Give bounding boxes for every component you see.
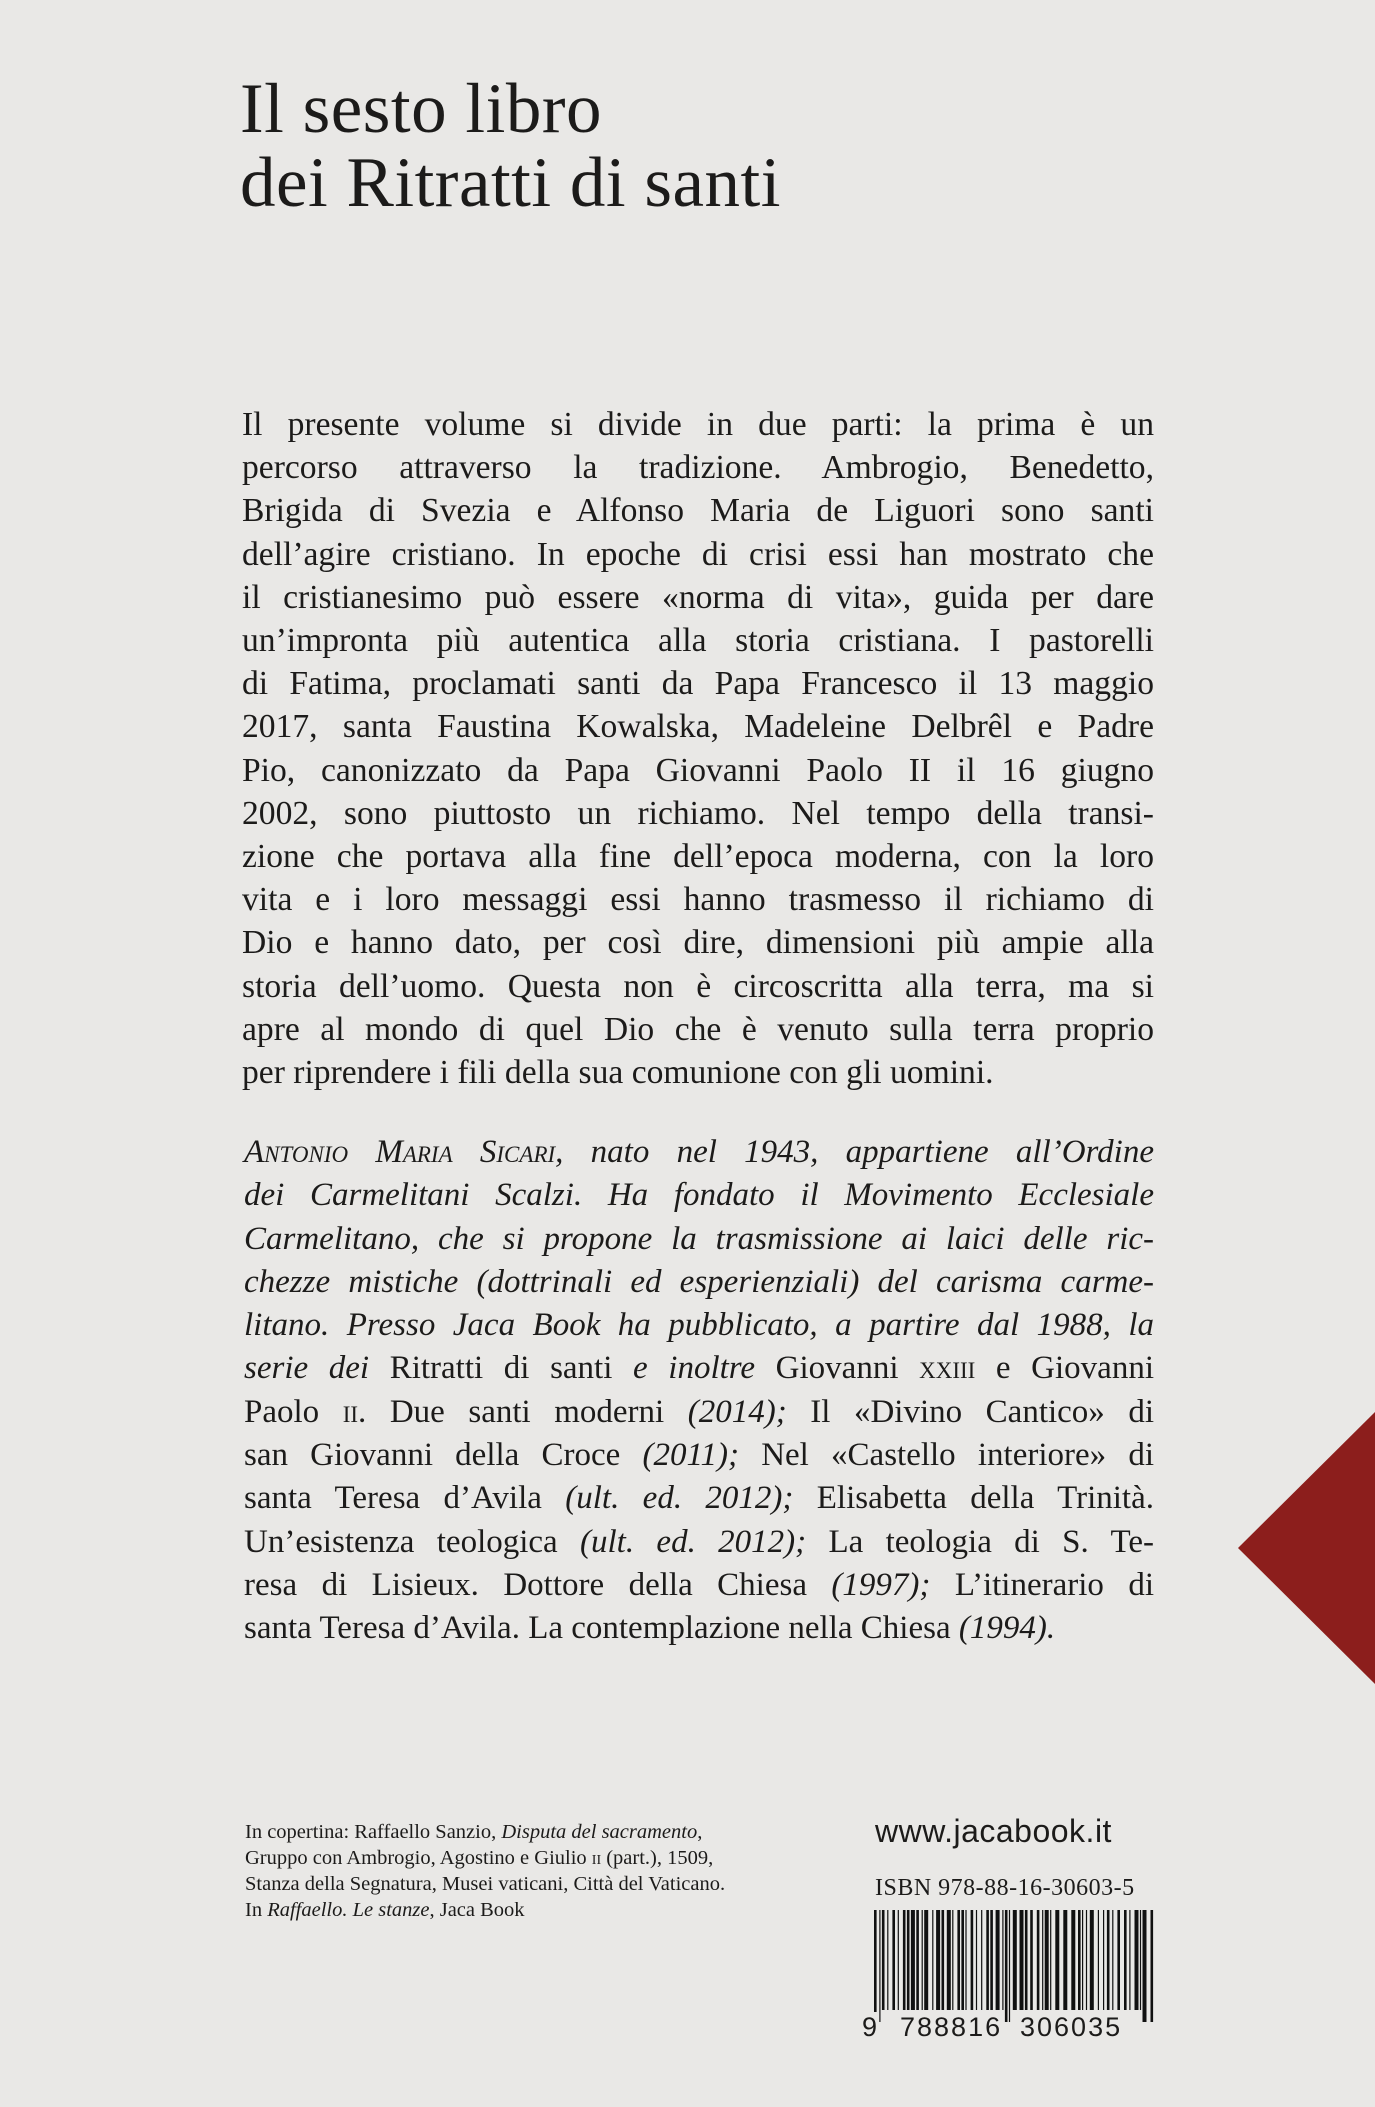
- synopsis-line: 2002, sono piuttosto un richiamo. Nel tempo della transi-: [242, 794, 1154, 832]
- book-title-ref: . Due santi moderni: [358, 1393, 665, 1430]
- barcode-bar: [1042, 1910, 1043, 2010]
- book-title-ref: Un’esistenza teologica: [244, 1523, 558, 1560]
- synopsis-line: un’impronta più autentica alla storia cristiana. I pastorelli: [242, 622, 1154, 660]
- red-triangle-decoration: [1238, 1412, 1375, 1684]
- book-title-ref: L’itinerario di: [930, 1566, 1155, 1603]
- barcode-bar: [911, 1910, 915, 2010]
- synopsis-line: apre al mondo di quel Dio che è venuto sulla terra proprio: [242, 1010, 1154, 1048]
- barcode-bar: [1124, 1910, 1127, 2010]
- barcode-bar: [916, 1910, 919, 2010]
- roman-numeral: ii: [591, 1847, 602, 1869]
- title-line-1: Il sesto libro: [240, 70, 602, 148]
- credit-text: In copertina: Raffaello Sanzio,: [245, 1821, 502, 1843]
- isbn-label: ISBN 978-88-16-30603-5: [875, 1875, 1135, 1901]
- barcode-bar: [1082, 1910, 1083, 2010]
- synopsis-line: vita e i loro messaggi essi hanno trasmesso il richiamo di: [242, 881, 1154, 919]
- bio-line: [244, 1218, 1154, 1261]
- synopsis-line: il cristianesimo può essere «norma di vita», guida per dare: [242, 578, 1154, 616]
- book-title-ref: Paolo: [244, 1393, 343, 1430]
- synopsis-line: per riprendere i fili della sua comunione con gli uomini.: [242, 1054, 994, 1092]
- bio-line: [244, 1521, 1154, 1564]
- barcode-bar: [986, 1910, 989, 2010]
- barcode-bar: [1143, 1910, 1147, 2022]
- publication-year: (2014);: [664, 1393, 787, 1430]
- synopsis-line: storia dell’uomo. Questa non è circoscritta alla terra, ma si: [242, 967, 1154, 1005]
- publisher-website: www.jacabook.it: [875, 1813, 1112, 1849]
- barcode-bar: [1045, 1910, 1049, 2010]
- bio-text: nato nel 1943, appartiene all’Ordine: [563, 1134, 1154, 1170]
- book-title-ref: san Giovanni della Croce: [244, 1437, 621, 1474]
- bio-line: [244, 1261, 1154, 1304]
- author-name: Antonio Maria Sicari,: [244, 1134, 564, 1170]
- bio-line: [244, 1347, 1154, 1390]
- book-title-ref: e Giovanni: [975, 1350, 1154, 1387]
- barcode-bar: [882, 1910, 885, 2010]
- barcode-left-group: 788816: [900, 2012, 1003, 2042]
- barcode-bar: [892, 1910, 895, 2010]
- barcode-bar: [1071, 1910, 1075, 2010]
- credit-text: (part.), 1509,: [601, 1847, 714, 1869]
- barcode-bar: [1009, 1910, 1010, 2022]
- book-title-ref: La teologia di S. Te-: [806, 1523, 1154, 1560]
- barcode-bar: [1112, 1910, 1113, 2010]
- bio-line: [244, 1391, 1154, 1434]
- book-title-ref: resa di Lisieux. Dottore della Chiesa: [244, 1566, 807, 1603]
- book-title-ref: Il «Divino Cantico» di: [786, 1393, 1155, 1430]
- bio-line: [244, 1434, 1154, 1477]
- barcode-bar: [1025, 1910, 1028, 2010]
- barcode-bar: [965, 1910, 966, 2010]
- barcode-bar: [887, 1910, 888, 2010]
- credit-text: In: [245, 1899, 268, 1921]
- book-title-ref: santa Teresa d’Avila: [244, 1480, 542, 1517]
- barcode-right-group: 306035: [1020, 2012, 1123, 2042]
- bio-line: [244, 1174, 1154, 1217]
- bio-text: dei Carmelitani Scalzi. Ha fondato il Movimento Ecclesiale: [244, 1177, 1154, 1214]
- book-title-ref: Nel «Castello interiore» di: [739, 1437, 1155, 1474]
- book-title-ref: Giovanni: [775, 1350, 920, 1387]
- bio-line: [244, 1477, 1154, 1520]
- publication-year: (1997);: [806, 1566, 931, 1603]
- credit-text: Gruppo con Ambrogio, Agostino e Giulio: [245, 1847, 592, 1869]
- barcode-bar: [1055, 1910, 1059, 2010]
- synopsis-line: Pio, canonizzato da Papa Giovanni Paolo II il 16 giugno: [242, 751, 1154, 789]
- barcode-bar: [1002, 1910, 1003, 2010]
- barcode-bar: [922, 1910, 923, 2010]
- barcode-bar: [971, 1910, 974, 2010]
- barcode-bar: [996, 1910, 1000, 2010]
- synopsis-line: dell’agire cristiano. In epoche di crisi essi han mostrato che: [242, 535, 1154, 573]
- barcode-bar: [1005, 1910, 1008, 2022]
- book-title: [240, 72, 781, 220]
- credit-line: [245, 1819, 805, 1845]
- author-bio: [244, 1131, 1154, 1651]
- publication-year: (ult. ed. 2012);: [541, 1480, 794, 1517]
- barcode-bar: [924, 1910, 928, 2010]
- bio-text: chezze mistiche (dottrinali ed esperienziali) del carisma carme-: [244, 1263, 1154, 1300]
- barcode-bar: [942, 1910, 945, 2010]
- synopsis-line: Dio e hanno dato, per così dire, dimensioni più ampie alla: [242, 924, 1154, 962]
- synopsis-line: 2017, santa Faustina Kowalska, Madeleine Delbrêl e Padre: [242, 708, 1154, 746]
- credit-line: Stanza della Segnatura, Musei vaticani, Città del Vaticano.: [245, 1873, 726, 1895]
- barcode-bar: [1086, 1910, 1087, 2010]
- credit-text: ,: [697, 1821, 703, 1843]
- book-title-ref: Ritratti di santi: [389, 1350, 613, 1387]
- book-title-ref: santa Teresa d’Avila. La contemplazione nella Chiesa: [244, 1610, 951, 1647]
- barcode-bar: [961, 1910, 964, 2010]
- barcode-first-digit: 9: [862, 2012, 878, 2042]
- synopsis-line: Il presente volume si divide in due parti: la prima è un: [242, 406, 1154, 443]
- barcode-bar: [907, 1910, 910, 2010]
- bio-text: e inoltre: [612, 1350, 776, 1387]
- barcode-bar: [1078, 1910, 1081, 2010]
- barcode-bar: [932, 1910, 933, 2010]
- barcode-bar: [903, 1910, 906, 2010]
- credit-line: [245, 1897, 805, 1923]
- source-title: Raffaello. Le stanze: [267, 1899, 430, 1921]
- barcode-bar: [1151, 1910, 1154, 2022]
- title-line-2: dei Ritratti di santi: [240, 144, 781, 222]
- barcode-bar: [1063, 1910, 1067, 2010]
- barcode-bar: [976, 1910, 977, 2010]
- bio-line: [244, 1607, 1154, 1650]
- bio-text: litano. Presso Jaca Book ha pubblicato, a partire dal 1988, la: [244, 1307, 1154, 1344]
- barcode-bar: [1050, 1910, 1051, 2010]
- roman-numeral: xxiii: [919, 1350, 976, 1387]
- publication-year: (2011);: [620, 1437, 740, 1474]
- synopsis-line: Brigida di Svezia e Alfonso Maria de Liguori sono santi: [242, 492, 1154, 530]
- barcode-bar: [879, 1910, 880, 2022]
- synopsis-paragraph: [242, 403, 1154, 1094]
- barcode-bar: [1103, 1910, 1104, 2010]
- barcode-bar: [1030, 1910, 1033, 2010]
- synopsis-line: zione che portava alla fine dell’epoca moderna, con la loro: [242, 838, 1154, 876]
- barcode-bar: [1129, 1910, 1130, 2010]
- barcode-bar: [1098, 1910, 1099, 2010]
- bio-text: Carmelitano, che si propone la trasmissione ai laici delle ric-: [244, 1220, 1154, 1257]
- barcode-bar: [936, 1910, 940, 2010]
- barcode-bar: [1140, 1910, 1141, 2010]
- cover-credits: [245, 1819, 805, 1923]
- barcode-bar: [1117, 1910, 1120, 2010]
- barcode-bar: [981, 1910, 982, 2010]
- barcode-bar: [952, 1910, 953, 2010]
- bio-line: [244, 1131, 1154, 1174]
- bio-line: [244, 1304, 1154, 1347]
- barcode-bar: [1020, 1910, 1024, 2010]
- book-title-ref: Elisabetta della Trinità.: [793, 1480, 1154, 1517]
- barcode-bar: [1090, 1910, 1094, 2010]
- barcode-bar: [957, 1910, 960, 2010]
- barcode-bar: [1135, 1910, 1139, 2010]
- publication-year: (ult. ed. 2012);: [557, 1523, 807, 1560]
- barcode-bar: [1107, 1910, 1110, 2010]
- barcode-bar: [898, 1910, 899, 2010]
- synopsis-line: di Fatima, proclamati santi da Papa Francesco il 13 maggio: [242, 665, 1154, 703]
- bio-line: [244, 1564, 1154, 1607]
- barcode-bar: [947, 1910, 951, 2010]
- barcode-bar: [1037, 1910, 1040, 2010]
- credit-line: [245, 1845, 805, 1871]
- artwork-title: Disputa del sacramento: [501, 1821, 698, 1843]
- barcode-bar: [874, 1910, 877, 2022]
- bio-text: serie dei: [244, 1350, 390, 1387]
- credit-text: , Jaca Book: [429, 1899, 525, 1921]
- publication-year: (1994).: [950, 1610, 1056, 1647]
- roman-numeral: ii: [342, 1393, 359, 1430]
- barcode-bar: [990, 1910, 993, 2010]
- barcode-bar: [1013, 1910, 1017, 2010]
- synopsis-line: percorso attraverso la tradizione. Ambrogio, Benedetto,: [242, 449, 1154, 487]
